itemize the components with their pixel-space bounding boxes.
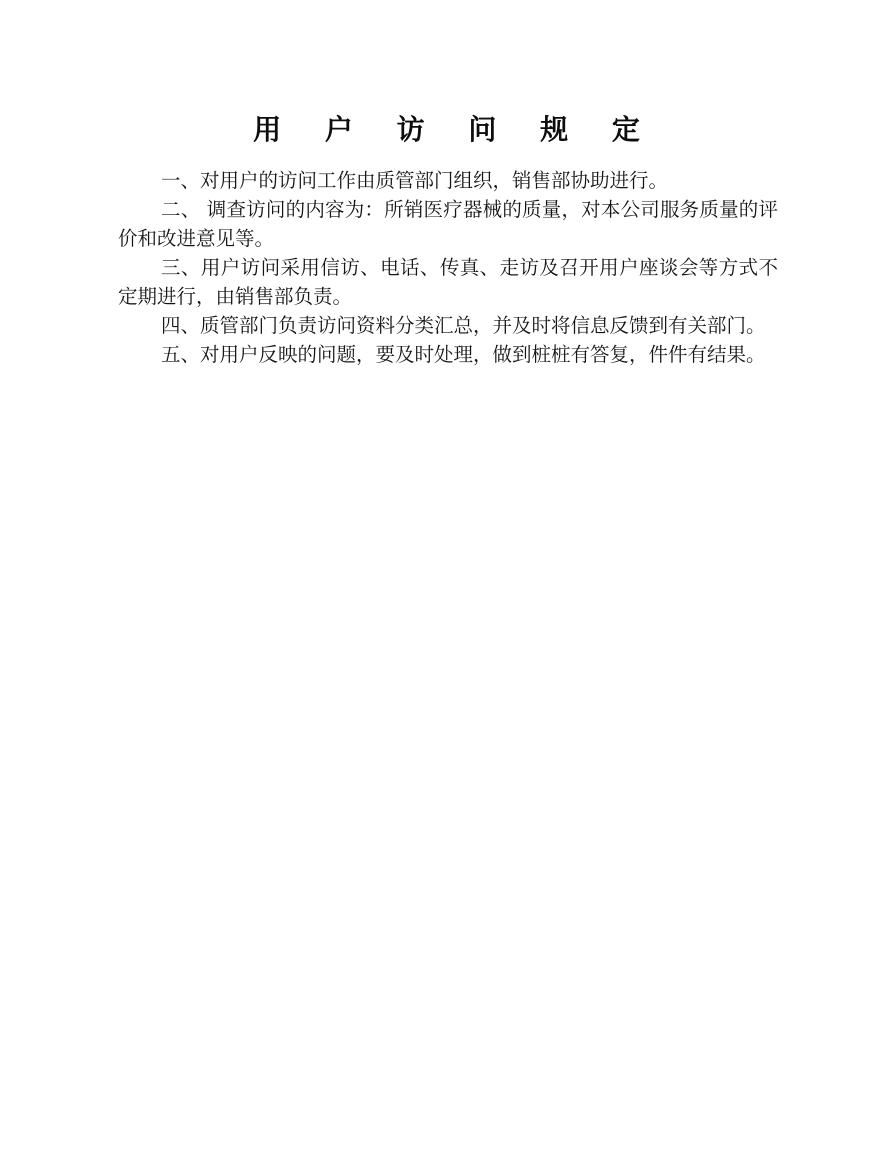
document-title: 用 户 访 问 规 定 [253, 113, 657, 146]
paragraph-1: 一、对用户的访问工作由质管部门组织，销售部协助进行。 [161, 169, 669, 192]
paragraph-3: 三、用户访问采用信访、电话、传真、走访及召开用户座谈会等方式不定期进行，由销售部负责。 [118, 256, 778, 308]
document-body [118, 166, 778, 369]
paragraph-4: 四、质管部门负责访问资料分类汇总，并及时将信息反馈到有关部门。 [161, 314, 766, 337]
paragraph-2: 二、 调查访问的内容为：所销医疗器械的质量，对本公司服务质量的评价和改进意见等。 [118, 198, 778, 250]
paragraph-5: 五、对用户反映的问题，要及时处理，做到桩桩有答复，件件有结果。 [161, 343, 766, 366]
